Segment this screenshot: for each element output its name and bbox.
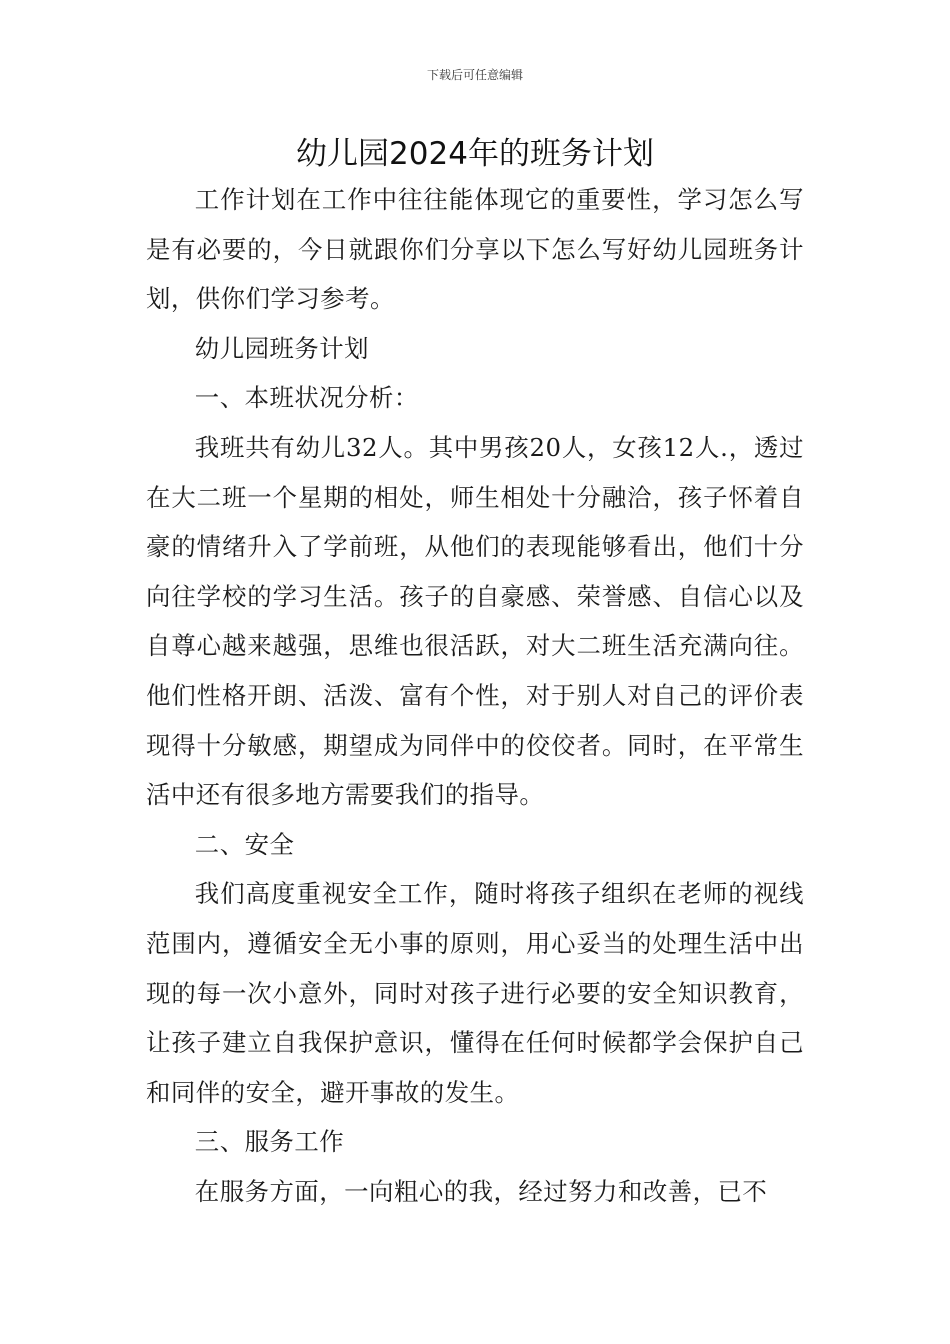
section-heading-class-analysis: 一、本班状况分析： bbox=[194, 383, 419, 413]
document-body bbox=[146, 175, 804, 1216]
service-paragraph: 在服务方面，一向粗心的我，经过努力和改善，已不 bbox=[194, 1176, 768, 1206]
section-heading-safety: 二、安全 bbox=[194, 829, 295, 859]
section-heading-service: 三、服务工作 bbox=[194, 1127, 345, 1157]
document-title: 幼儿园2024年的班务计划 bbox=[296, 136, 654, 172]
intro-paragraph: 工作计划在工作中往往能体现它的重要性，学习怎么写是有必要的，今日就跟你们分享以下怎么写好幼儿园班务计划，供你们学习参考。 bbox=[146, 185, 804, 314]
section-heading-plan: 幼儿园班务计划 bbox=[194, 333, 370, 363]
safety-paragraph: 我们高度重视安全工作，随时将孩子组织在老师的视线范围内，遵循安全无小事的原则，用心妥当的处理生活中出现的每一次小意外，同时对孩子进行必要的安全知识教育，让孩子建立自我保护意识，懂得在任何时候都学会保护自己和同伴的安全，避开事故的发生。 bbox=[146, 879, 804, 1107]
header-note: 下载后可任意编辑 bbox=[426, 68, 523, 82]
class-analysis-paragraph: 我班共有幼儿32人。其中男孩20人，女孩12人.，透过在大二班一个星期的相处，师生相处十分融洽，孩子怀着自豪的情绪升入了学前班，从他们的表现能够看出，他们十分向往学校的学习生活。孩子的自豪感、荣誉感、自信心以及自尊心越来越强，思维也很活跃，对大二班生活充满向往。他们性格开朗、活泼、富有个性，对于别人对自己的评价表现得十分敏感，期望成为同伴中的佼佼者。同时，在平常生活中还有很多地方需要我们的指导。 bbox=[146, 432, 804, 810]
